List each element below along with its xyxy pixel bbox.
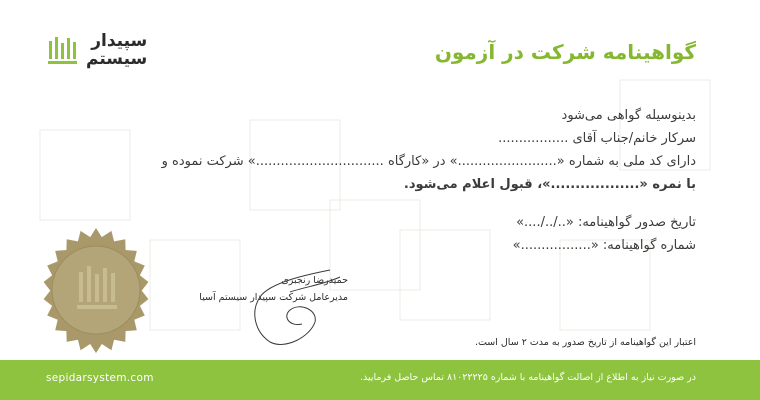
signature-mark xyxy=(230,262,350,352)
body-line-1: بدینوسیله گواهی می‌شود xyxy=(561,108,696,123)
certificate-number-line: شماره گواهینامه: «.................» xyxy=(512,238,696,253)
website-link[interactable]: sepidarsystem.com xyxy=(46,372,154,384)
body-line-3: دارای کد ملی به شماره «........................» در «کارگاه ...............................» شرکت نموده و xyxy=(161,154,696,169)
company-logo xyxy=(46,32,147,68)
certificate-title: گواهینامه شرکت در آزمون xyxy=(434,40,696,64)
issue-date-line: تاریخ صدور گواهینامه: «../../....» xyxy=(516,215,696,230)
certificate-body xyxy=(161,104,696,257)
body-line-2: سرکار خانم/جناب آقای ................. xyxy=(498,131,696,146)
logo-wordmark xyxy=(86,32,147,68)
body-line-4: با نمره «..................»، قبول اعلام می‌شود. xyxy=(403,177,696,192)
gold-seal-icon xyxy=(30,226,162,358)
footer-bar xyxy=(0,360,760,400)
verification-note: در صورت نیاز به اطلاع از اصالت گواهینامه با شماره ۸۱۰۲۲۲۲۵ تماس حاصل فرمایید. xyxy=(359,372,696,383)
logo-mark-icon xyxy=(46,33,80,67)
signer-name: حمیدرضا رنجبری xyxy=(281,275,348,286)
logo-line-1: سپیدار xyxy=(91,31,148,51)
signer-role: مدیرعامل شرکت سپیدار سیستم آسیا xyxy=(199,292,348,303)
validity-note: اعتبار این گواهینامه از تاریخ صدور به مدت ۲ سال است. xyxy=(474,337,696,348)
logo-line-2: سیستم xyxy=(86,49,148,69)
